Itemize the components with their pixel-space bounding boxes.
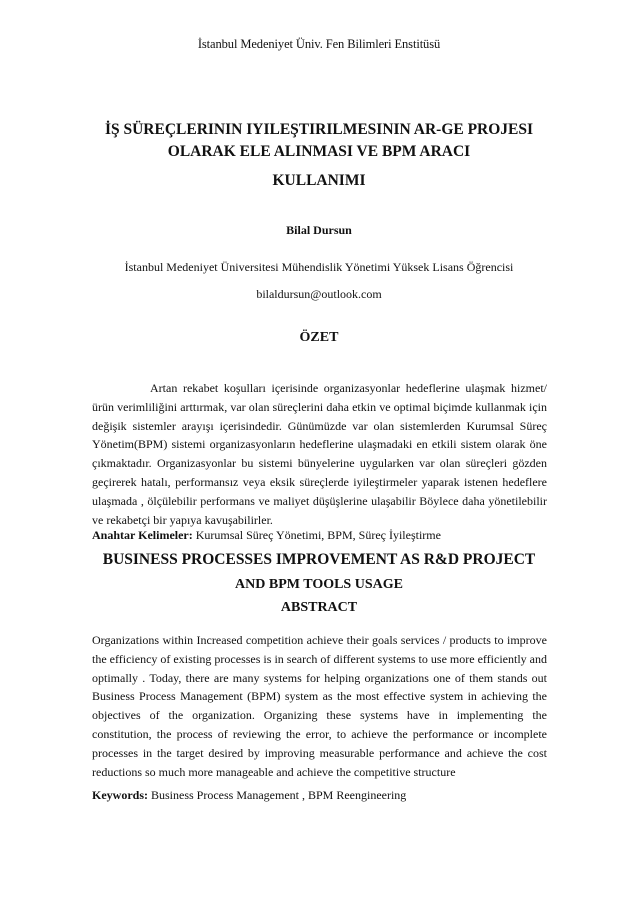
english-title: BUSINESS PROCESSES IMPROVEMENT AS R&D PROJECT xyxy=(102,551,536,568)
summary-paragraph: Artan rekabet koşulları içerisinde organizasyonlar hedeflerine ulaşmak hizmet/ürün verimliliğini arttırmak, var olan süreçlerini daha etkin ve optimal biçimde kullanmak için değişik sistemler arayışı içerisindedir. Günümüzde var olan sistemlerden Kurumsal Süreç Yönetim(BPM) sistemi organizasyonların hedeflerine ulaşmadaki en etkili sistem olarak öne çıkmaktadır. Organizasyonlar bu sistemi bünyelerine uygularken var olan süreçleri gözden geçirerek hatalı, performansız veya eksik süreçlerde iyileştirmeler yaparak istenen hedeflere ulaşmada , ölçülebilir performans ve maliyet düşüşlerine ulaşabilir Böylece daha yönetilebilir ve rekabetçi bir yapıya kavuşabilirler. xyxy=(92,381,547,527)
english-keywords-label: Keywords: xyxy=(92,788,148,802)
summary-heading: ÖZET xyxy=(299,330,339,345)
turkish-keywords-label: Anahtar Kelimeler: xyxy=(92,528,193,542)
english-keywords-value: Business Process Management , BPM Reengineering xyxy=(151,788,407,802)
english-title-line2: AND BPM TOOLS USAGE xyxy=(235,577,403,592)
abstract-paragraph: Organizations within Increased competition achieve their goals services / products to improve the efficiency of existing processes is in search of different systems to use more efficiently and optimally . Today, there are many systems for helping organizations one of them stands out Business Process Management (BPM) system as the most effective system in achieving the objectives of the organization. Organizing these systems have in implementing the constitution, the process of reviewing the error, to achieve the performance or incomplete processes in the target desired by improving measurable performance and achieve the cost reductions so much more manageable and achieve the competitive structure xyxy=(92,633,547,779)
turkish-keywords xyxy=(92,528,547,543)
author-email: bilaldursun@outlook.com xyxy=(256,287,382,301)
turkish-title: İŞ SÜREÇLERININ IYILEŞTIRILMESININ AR-GE PROJESI OLARAK ELE ALINMASI VE BPM ARACI xyxy=(104,121,534,160)
turkish-title-line2: KULLANIMI xyxy=(272,172,366,189)
running-header: İstanbul Medeniyet Üniv. Fen Bilimleri Enstitüsü xyxy=(197,37,441,51)
abstract-heading: ABSTRACT xyxy=(280,600,358,615)
english-keywords xyxy=(92,788,547,803)
turkish-keywords-value: Kurumsal Süreç Yönetimi, BPM, Süreç İyileştirme xyxy=(195,528,441,542)
author-name: Bilal Dursun xyxy=(286,223,352,237)
author-affiliation: İstanbul Medeniyet Üniversitesi Mühendislik Yönetimi Yüksek Lisans Öğrencisi xyxy=(124,260,514,274)
